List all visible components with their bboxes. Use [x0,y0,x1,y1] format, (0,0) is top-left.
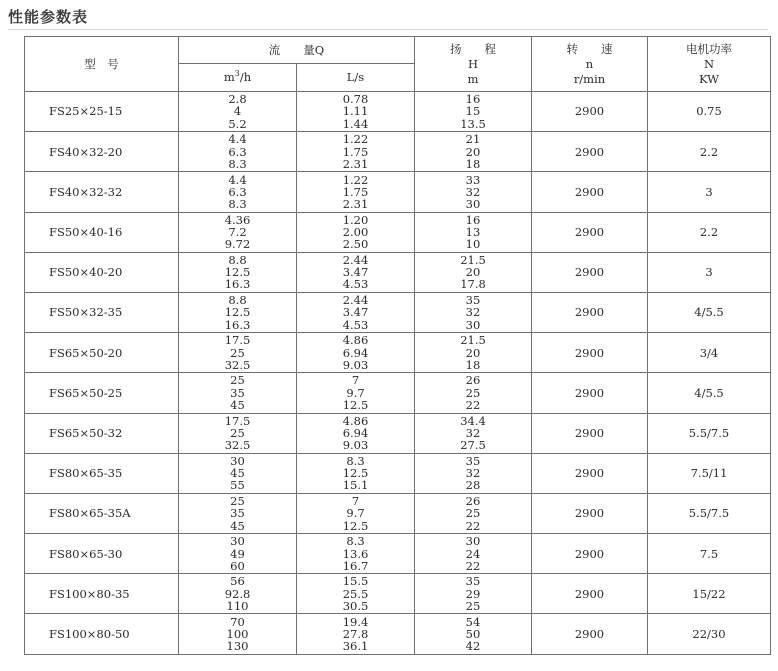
flow-m3h-cell-value: 92.8 [224,586,251,601]
head-cell [415,453,532,493]
flow-ls-cell-value: 0.78 [342,92,369,107]
head-cell [415,292,532,332]
head-cell-value: 30 [465,534,481,549]
model-cell: FS65×50-25 [25,373,179,413]
flow-ls-cell-value: 7 [351,373,360,388]
header-speed-label: 转 速 [566,41,613,56]
header-power [648,37,771,92]
flow-ls-cell [297,453,415,493]
flow-m3h-cell-value: 25 [230,494,245,509]
head-cell-value: 32 [465,425,481,440]
flow-m3h-cell [179,534,297,574]
table-row [25,453,771,493]
speed-cell: 2900 [532,574,648,614]
flow-ls-cell-value: 27.8 [342,626,369,641]
speed-cell: 2900 [532,92,648,132]
header-speed-unit: r/min [573,71,606,86]
flow-m3h-cell-value: 7.2 [228,225,247,239]
flow-ls-cell-value: 12.5 [342,466,369,481]
unit-sup: 3 [234,69,240,79]
flow-m3h-cell-value: 25 [230,425,245,440]
header-flow-m3h [179,64,297,92]
model-cell: FS40×32-20 [25,132,179,172]
flow-ls-cell-value: 6.94 [342,345,369,360]
model-cell: FS80×65-35 [25,453,179,493]
power-cell: 3 [648,172,771,212]
flow-ls-cell-value: 1.75 [342,144,369,159]
header-flow-ls: L/s [297,64,415,92]
head-cell-value: 33 [465,172,481,187]
unit-m: m [223,70,235,84]
head-cell [415,252,532,292]
table-row [25,614,771,654]
model-cell: FS50×32-35 [25,292,179,332]
power-cell: 15/22 [648,574,771,614]
model-cell: FS65×50-20 [25,333,179,373]
model-cell: FS100×80-50 [25,614,179,654]
flow-m3h-cell-value: 2.8 [228,92,247,107]
flow-m3h-cell [179,252,297,292]
model-cell: FS65×50-32 [25,413,179,453]
header-speed [532,37,648,92]
head-cell-value: 35 [465,293,481,308]
head-cell-value: 21.5 [460,333,486,348]
flow-m3h-cell-value: 32.5 [224,357,251,372]
power-cell: 5.5/7.5 [648,493,771,533]
flow-ls-cell-value: 36.1 [342,639,369,654]
header-power-unit: KW [698,71,719,86]
head-cell-value: 26 [465,373,481,388]
speed-cell: 2900 [532,373,648,413]
flow-ls-cell [297,92,415,132]
head-cell-value: 25 [465,506,481,521]
unit-tail: /h [239,70,252,84]
head-cell-value: 25 [465,598,481,613]
head-cell [415,413,532,453]
flow-m3h-cell-value: 17.5 [224,413,251,428]
flow-m3h-cell [179,453,297,493]
head-cell-value: 20 [465,345,481,360]
flow-ls-cell-value: 15.5 [342,574,369,589]
flow-m3h-cell-value: 25 [230,373,245,388]
table-row [25,413,771,453]
flow-m3h-cell-value: 6.3 [228,184,247,199]
head-cell [415,172,532,212]
table-row [25,92,771,132]
flow-ls-cell-value: 30.5 [342,598,369,613]
model-cell: FS50×40-20 [25,252,179,292]
flow-ls-cell-value: 1.11 [342,104,369,119]
head-cell-value: 32 [465,305,481,320]
flow-m3h-cell-value: 110 [226,598,249,613]
head-cell-value: 18 [465,357,481,372]
flow-ls-cell-value: 2.31 [342,156,369,171]
speed-cell: 2900 [532,292,648,332]
flow-m3h-cell-value: 12.5 [224,265,251,280]
flow-ls-cell-value: 2.44 [342,293,369,308]
head-cell-value: 15 [465,104,481,119]
flow-ls-cell-value: 9.7 [346,506,365,521]
performance-table [24,36,771,655]
head-cell-value: 21.5 [460,252,486,267]
head-cell-value: 30 [465,317,481,332]
flow-m3h-cell-value: 6.3 [228,144,247,159]
flow-m3h-cell [179,373,297,413]
flow-ls-cell-value: 8.3 [346,453,365,468]
head-cell-value: 35 [465,574,481,589]
flow-m3h-cell-value: 4 [233,104,242,119]
power-cell: 3/4 [648,333,771,373]
flow-ls-cell-value: 13.6 [342,546,369,561]
power-cell: 0.75 [648,92,771,132]
header-head [415,37,532,92]
head-cell-value: 30 [465,197,481,212]
head-cell [415,333,532,373]
head-cell [415,212,532,252]
flow-ls-cell-value: 15.1 [342,478,369,493]
flow-ls-cell-value: 19.4 [342,614,369,629]
power-cell: 7.5 [648,534,771,574]
power-cell: 22/30 [648,614,771,654]
flow-ls-cell-value: 1.22 [342,172,369,187]
head-cell-value: 26 [465,494,481,509]
flow-ls-cell-value: 1.20 [342,212,369,227]
flow-ls-cell-value: 2.44 [342,252,369,267]
table-row [25,493,771,533]
flow-m3h-cell [179,172,297,212]
flow-m3h-cell [179,132,297,172]
flow-ls-cell-value: 8.3 [346,534,365,549]
head-cell-value: 27.5 [460,438,486,453]
head-cell-value: 22 [465,518,481,533]
model-cell: FS50×40-16 [25,212,179,252]
flow-ls-cell-value: 1.22 [342,132,369,147]
table-row [25,534,771,574]
speed-cell: 2900 [532,333,648,373]
flow-ls-cell [297,614,415,654]
head-cell-value: 28 [465,478,481,493]
flow-m3h-cell-value: 30 [230,534,245,549]
flow-m3h-cell-value: 32.5 [224,438,251,453]
flow-m3h-cell-value: 4.36 [224,212,251,227]
table-row [25,574,771,614]
head-cell-value: 25 [465,385,481,400]
flow-ls-cell [297,132,415,172]
flow-m3h-cell-value: 70 [230,614,245,629]
speed-cell: 2900 [532,493,648,533]
flow-ls-cell-value: 16.7 [342,558,369,573]
flow-m3h-cell-value: 35 [230,385,245,400]
flow-ls-cell [297,534,415,574]
flow-m3h-cell-value: 8.3 [228,197,247,212]
flow-m3h-cell-value: 8.8 [228,293,247,308]
flow-ls-cell [297,252,415,292]
flow-m3h-cell [179,574,297,614]
header-head-symbol: H [467,56,479,71]
head-cell-value: 21 [465,132,481,147]
flow-ls-cell-value: 9.03 [342,357,369,372]
head-cell-value: 20 [465,265,481,280]
table-row [25,252,771,292]
flow-m3h-cell-value: 130 [226,639,249,654]
flow-ls-cell-value: 9.7 [346,385,365,400]
flow-m3h-cell-value: 45 [230,518,245,533]
head-cell-value: 13 [465,225,481,239]
table-row [25,172,771,212]
power-cell: 2.2 [648,212,771,252]
flow-m3h-cell [179,333,297,373]
head-cell-value: 50 [465,626,481,641]
head-cell-value: 32 [465,466,481,481]
table-row [25,132,771,172]
head-cell-value: 35 [465,453,481,468]
header-model: 型 号 [25,37,179,92]
head-cell-value: 24 [465,546,481,561]
head-cell-value: 18 [465,156,481,171]
flow-m3h-cell [179,413,297,453]
flow-m3h-cell-value: 4.4 [228,132,247,147]
header-flow: 流 量Q [179,37,415,64]
head-cell-value: 22 [465,398,481,413]
header-head-label: 扬 程 [450,41,496,56]
flow-ls-cell [297,333,415,373]
flow-m3h-cell-value: 16.3 [224,277,251,292]
flow-m3h-cell-value: 8.3 [228,156,247,171]
power-cell: 4/5.5 [648,373,771,413]
page-title: 性能参数表 [8,8,89,26]
head-cell [415,534,532,574]
table-row [25,212,771,252]
speed-cell: 2900 [532,132,648,172]
flow-ls-cell-value: 25.5 [342,586,369,601]
flow-ls-cell-value: 4.53 [342,277,369,292]
table-row [25,373,771,413]
model-cell: FS25×25-15 [25,92,179,132]
flow-ls-cell-value: 2.00 [342,225,369,239]
flow-ls-cell-value: 3.47 [342,305,369,320]
power-cell: 3 [648,252,771,292]
speed-cell: 2900 [532,212,648,252]
speed-cell: 2900 [532,534,648,574]
power-cell: 4/5.5 [648,292,771,332]
flow-ls-cell-value: 1.44 [342,116,369,131]
flow-ls-cell [297,493,415,533]
flow-m3h-cell-value: 100 [226,626,249,641]
table-row [25,292,771,332]
head-cell-value: 54 [465,614,481,629]
flow-m3h-cell-value: 5.2 [228,116,247,131]
flow-m3h-cell-value: 17.5 [224,333,251,348]
model-cell: FS40×32-32 [25,172,179,212]
power-cell: 7.5/11 [648,453,771,493]
head-cell-value: 20 [465,144,481,159]
power-cell: 2.2 [648,132,771,172]
head-cell-value: 16 [465,92,481,107]
flow-m3h-cell-value: 16.3 [224,317,251,332]
flow-ls-cell [297,292,415,332]
head-cell-value: 34.4 [460,413,486,428]
flow-m3h-cell-value: 8.8 [228,252,247,267]
head-cell-value: 13.5 [460,116,486,131]
flow-m3h-cell-value: 35 [230,506,245,521]
header-speed-symbol: n [585,56,594,71]
model-cell: FS80×65-30 [25,534,179,574]
speed-cell: 2900 [532,614,648,654]
flow-m3h-cell-value: 25 [230,345,245,360]
flow-ls-cell-value: 12.5 [342,518,369,533]
flow-m3h-cell-value: 9.72 [224,237,251,252]
head-cell-value: 29 [465,586,481,601]
speed-cell: 2900 [532,453,648,493]
flow-m3h-cell-value: 12.5 [224,305,251,320]
head-cell-value: 10 [465,237,481,252]
flow-ls-cell [297,574,415,614]
flow-ls-cell-value: 2.31 [342,197,369,212]
flow-ls-cell-value: 1.75 [342,184,369,199]
table-row [25,333,771,373]
speed-cell: 2900 [532,172,648,212]
head-cell-value: 42 [465,639,481,654]
table-body [25,92,771,655]
head-cell-value: 17.8 [460,277,486,292]
head-cell [415,373,532,413]
head-cell [415,574,532,614]
header-power-label: 电机功率 [686,41,732,56]
flow-m3h-cell-value: 49 [230,546,245,561]
head-cell [415,614,532,654]
model-cell: FS100×80-35 [25,574,179,614]
flow-m3h-cell-value: 60 [230,558,245,573]
flow-ls-cell [297,172,415,212]
flow-ls-cell-value: 9.03 [342,438,369,453]
flow-m3h-cell-value: 30 [230,453,245,468]
power-cell: 5.5/7.5 [648,413,771,453]
flow-m3h-cell-value: 4.4 [228,172,247,187]
speed-cell: 2900 [532,252,648,292]
flow-ls-cell-value: 3.47 [342,265,369,280]
flow-m3h-cell [179,493,297,533]
flow-m3h-cell-value: 45 [230,398,245,413]
flow-ls-cell [297,413,415,453]
flow-m3h-cell [179,92,297,132]
head-cell [415,132,532,172]
title-divider [8,29,768,30]
flow-m3h-cell-value: 45 [230,466,245,481]
head-cell-value: 16 [465,212,481,227]
speed-cell: 2900 [532,413,648,453]
flow-m3h-cell-value: 56 [230,574,245,589]
header-power-symbol: N [703,56,715,71]
flow-ls-cell [297,212,415,252]
flow-ls-cell-value: 6.94 [342,425,369,440]
flow-m3h-cell [179,212,297,252]
model-cell: FS80×65-35A [25,493,179,533]
flow-m3h-cell [179,292,297,332]
flow-ls-cell-value: 2.50 [342,237,369,252]
head-cell [415,493,532,533]
header-head-unit: m [467,71,479,86]
flow-ls-cell-value: 7 [351,494,360,509]
flow-m3h-cell [179,614,297,654]
head-cell-value: 32 [465,184,481,199]
flow-m3h-cell-value: 55 [230,478,245,493]
flow-ls-cell-value: 4.86 [342,413,369,428]
flow-ls-cell-value: 4.86 [342,333,369,348]
head-cell [415,92,532,132]
flow-ls-cell [297,373,415,413]
flow-ls-cell-value: 12.5 [342,398,369,413]
flow-ls-cell-value: 4.53 [342,317,369,332]
head-cell-value: 22 [465,558,481,573]
